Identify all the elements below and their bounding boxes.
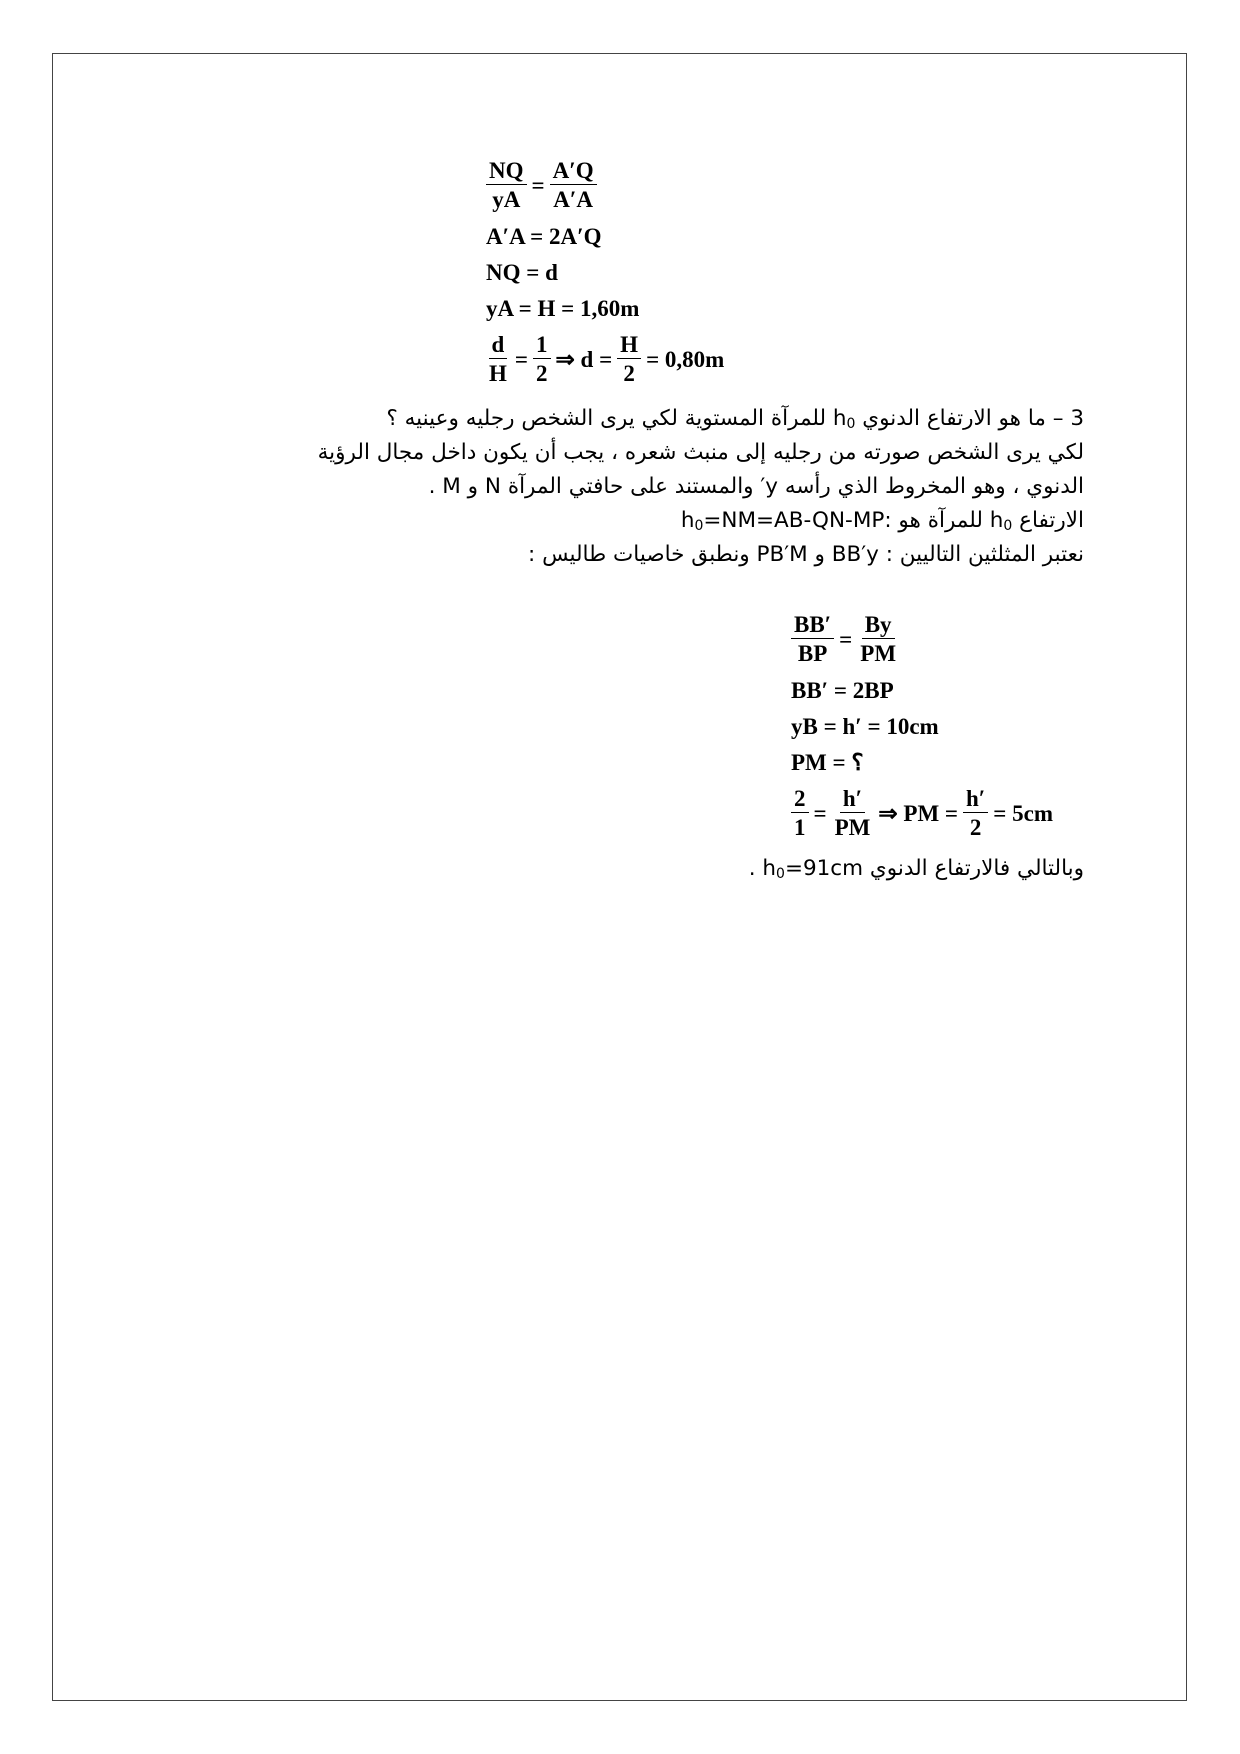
equation-nq-ratio: $\frac{NQ}{yA}$ = $\frac{A'Q}{A'A}$ (486, 152, 729, 218)
equation-pm-result: $\frac{2}{1}$ = $\frac{h'}{PM}$ ⇒ PM = $\frac{h'}{2}$ = 5cm (791, 780, 1058, 846)
equation-nq-d: NQ = d (486, 259, 558, 285)
equation-ya-h: yA = H = 1,60m (486, 295, 640, 321)
equation-block-1 (486, 152, 729, 392)
h0-formula: $h_0=NM=AB-QN-MP$ (680, 508, 885, 534)
equation-block-2 (791, 606, 1058, 846)
equation-pm-unknown: PM = ؟ (791, 749, 864, 775)
question-3: 3 – ما هو الارتفاع الدنوي $h_0$ للمرآة المستوية لكي يرى الشخص رجليه وعينيه ؟ (386, 406, 1084, 432)
paragraph-line-2: الدنوي ، وهو المخروط الذي رأسه y′ والمستند على حافتي المرآة N و M . (428, 474, 1084, 499)
equation-bb-ratio: $\frac{BB'}{BP}$ = $\frac{By}{PM}$ (791, 606, 1058, 672)
paragraph-line-1: لكي يرى الشخص صورته من رجليه إلى منبث شعره ، يجب أن يكون داخل مجال الرؤية (317, 440, 1084, 465)
equation-a-prime: A′A = 2A′Q (486, 223, 602, 249)
h0-symbol: $h_0$ (832, 406, 856, 432)
equation-yb-h: yB = h′ = 10cm (791, 713, 939, 739)
equation-bb-2bp: BB′ = 2BP (791, 677, 894, 703)
conclusion: وبالتالي فالارتفاع الدنوي $h_0=91cm$ . (748, 856, 1084, 882)
equation-d-result: $\frac{d}{H}$ = $\frac{1}{2}$ ⇒ d = $\frac{H}{2}$ = 0,80m (489, 332, 725, 386)
h0-definition: الارتفاع $h_0$ للمرآة هو $:h_0=NM=AB-QN-MP$ (680, 508, 1084, 534)
triangles-line: نعتبر المثلثين التاليين : BB′y و PB′M ونطبق خاصيات طاليس : (528, 542, 1084, 567)
